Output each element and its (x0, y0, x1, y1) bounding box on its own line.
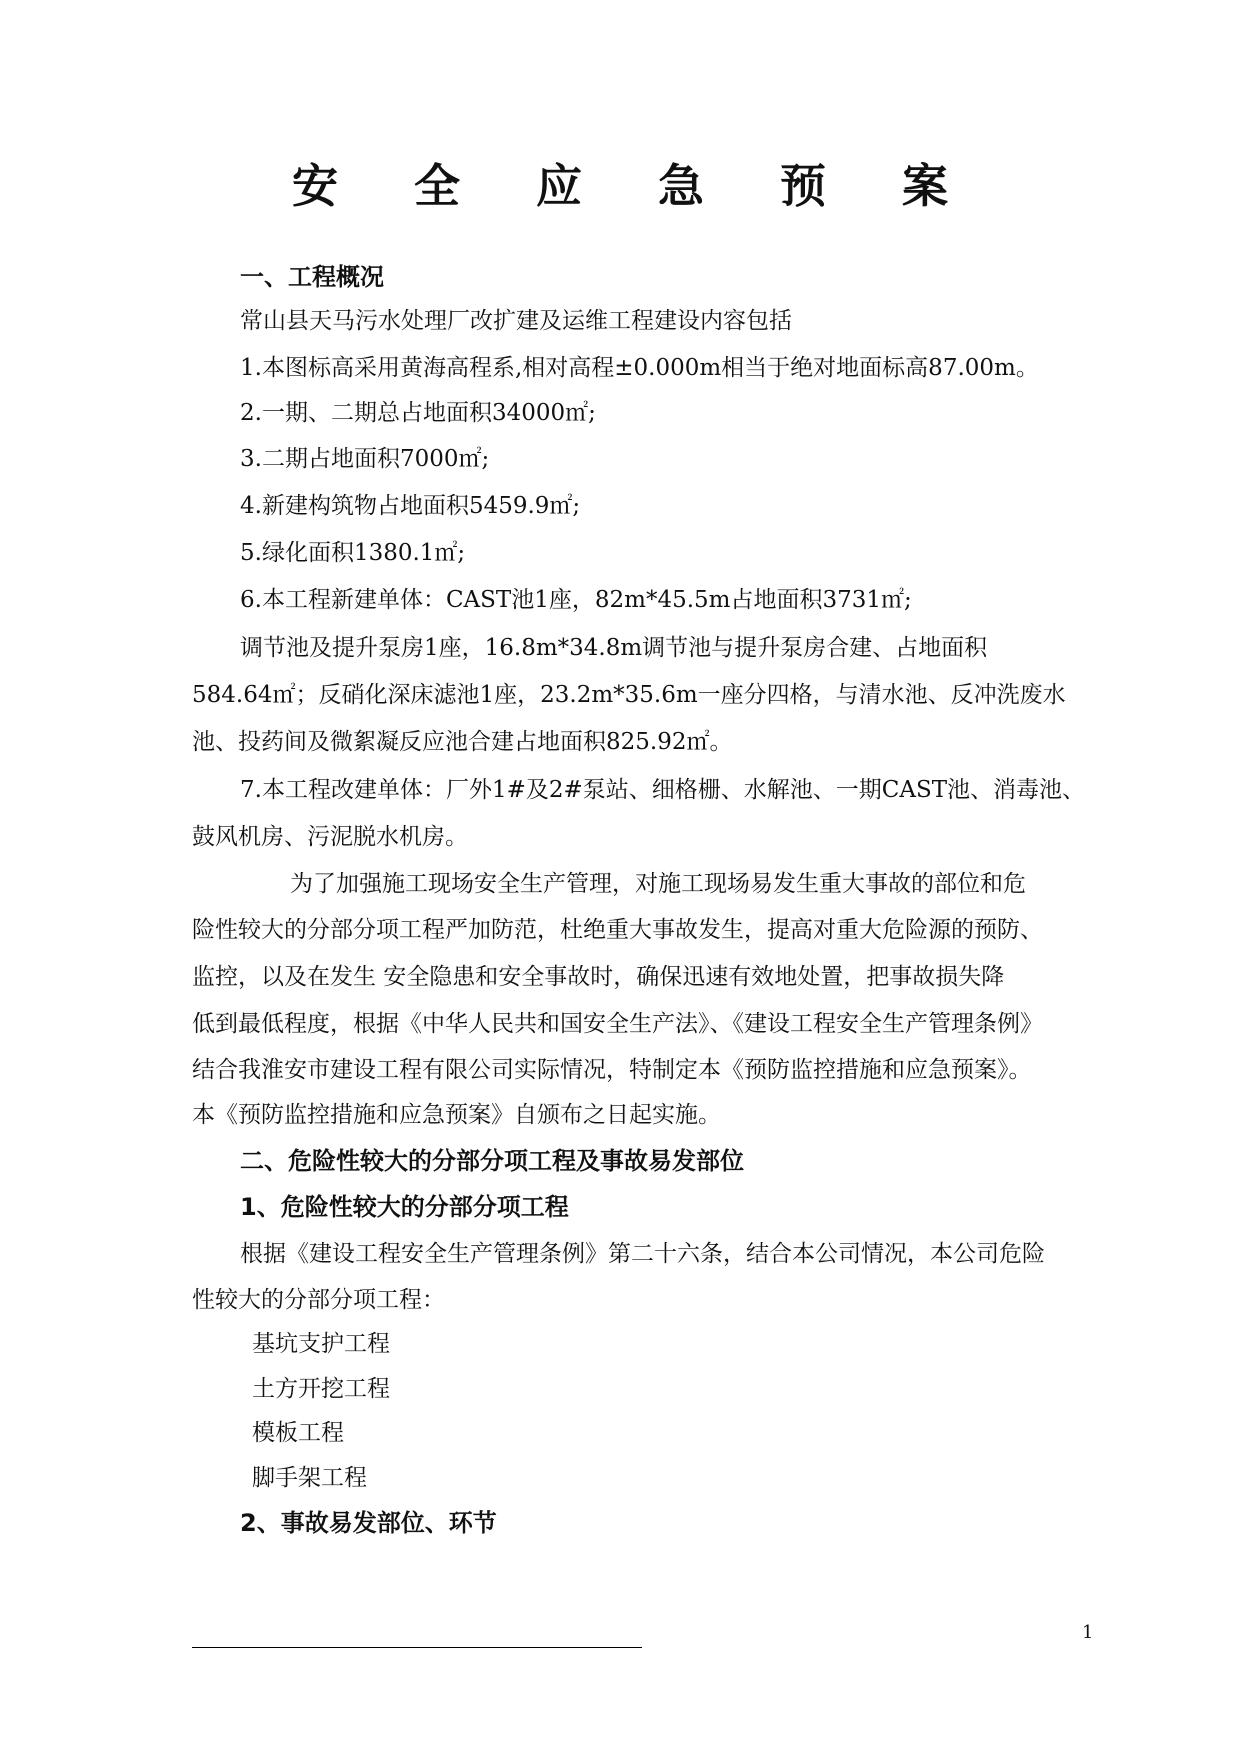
paragraph-line: 险性较大的分部分项工程严加防范，杜绝重大事故发生，提高对重大危险源的预防、 (192, 917, 1043, 943)
paragraph-line: 584.64㎡；反硝化深床滤池1座，23.2m*35.6m一座分四格，与清水池、反冲洗废水 (192, 682, 1066, 708)
paragraph-line: 监控，以及在发生 安全隐患和安全事故时，确保迅速有效地处置，把事故损失降 (192, 964, 1005, 990)
paragraph-line: 低到最低程度，根据《中华人民共和国安全生产法》、《建设工程安全生产管理条例》 (192, 1011, 1043, 1037)
page-number: 1 (1082, 1622, 1094, 1643)
paragraph-line: 调节池及提升泵房1座，16.8m*34.8m调节池与提升泵房合建、占地面积 (240, 635, 988, 661)
subsection-heading-1: 1、危险性较大的分部分项工程 (240, 1193, 569, 1221)
section-heading-2: 二、危险性较大的分部分项工程及事故易发部位 (240, 1147, 744, 1175)
paragraph-line: 为了加强施工现场安全生产管理，对施工现场易发生重大事故的部位和危 (290, 871, 1026, 897)
paragraph-line: 1.本图标高采用黄海高程系,相对高程±0.000m相当于绝对地面标高87.00m。 (240, 355, 1039, 381)
list-item: 模板工程 (252, 1420, 344, 1446)
paragraph-line: 2.一期、二期总占地面积34000㎡; (240, 400, 596, 426)
list-item: 脚手架工程 (252, 1465, 367, 1491)
paragraph-line: 7.本工程改建单体：厂外1#及2#泵站、细格栅、水解池、一期CAST池、消毒池、 (240, 777, 1086, 803)
paragraph-line: 5.绿化面积1380.1㎡; (240, 540, 466, 566)
paragraph-line: 鼓风机房、污泥脱水机房。 (192, 824, 468, 850)
paragraph-line: 本《预防监控措施和应急预案》自颁布之日起实施。 (192, 1102, 721, 1128)
subsection-heading-2: 2、事故易发部位、环节 (240, 1509, 497, 1537)
paragraph-line: 6.本工程新建单体：CAST池1座，82m*45.5m占地面积3731㎡; (240, 587, 912, 613)
paragraph-line: 性较大的分部分项工程： (192, 1287, 445, 1313)
footer-rule (192, 1647, 642, 1648)
list-item: 基坑支护工程 (252, 1331, 390, 1357)
paragraph-line: 常山县天马污水处理厂改扩建及运维工程建设内容包括 (240, 308, 792, 334)
paragraph-line: 结合我淮安市建设工程有限公司实际情况，特制定本《预防监控措施和应急预案》。 (192, 1057, 1032, 1083)
section-heading-1: 一、工程概况 (240, 263, 384, 291)
page-title: 安 全 应 急 预 案 (291, 159, 979, 213)
paragraph-line: 池、投药间及微絮凝反应池合建占地面积825.92㎡。 (192, 729, 733, 755)
list-item: 土方开挖工程 (252, 1376, 390, 1402)
paragraph-line: 根据《建设工程安全生产管理条例》第二十六条，结合本公司情况，本公司危险 (240, 1241, 1045, 1267)
paragraph-line: 3.二期占地面积7000㎡; (240, 446, 490, 472)
paragraph-line: 4.新建构筑物占地面积5459.9㎡; (240, 493, 581, 519)
